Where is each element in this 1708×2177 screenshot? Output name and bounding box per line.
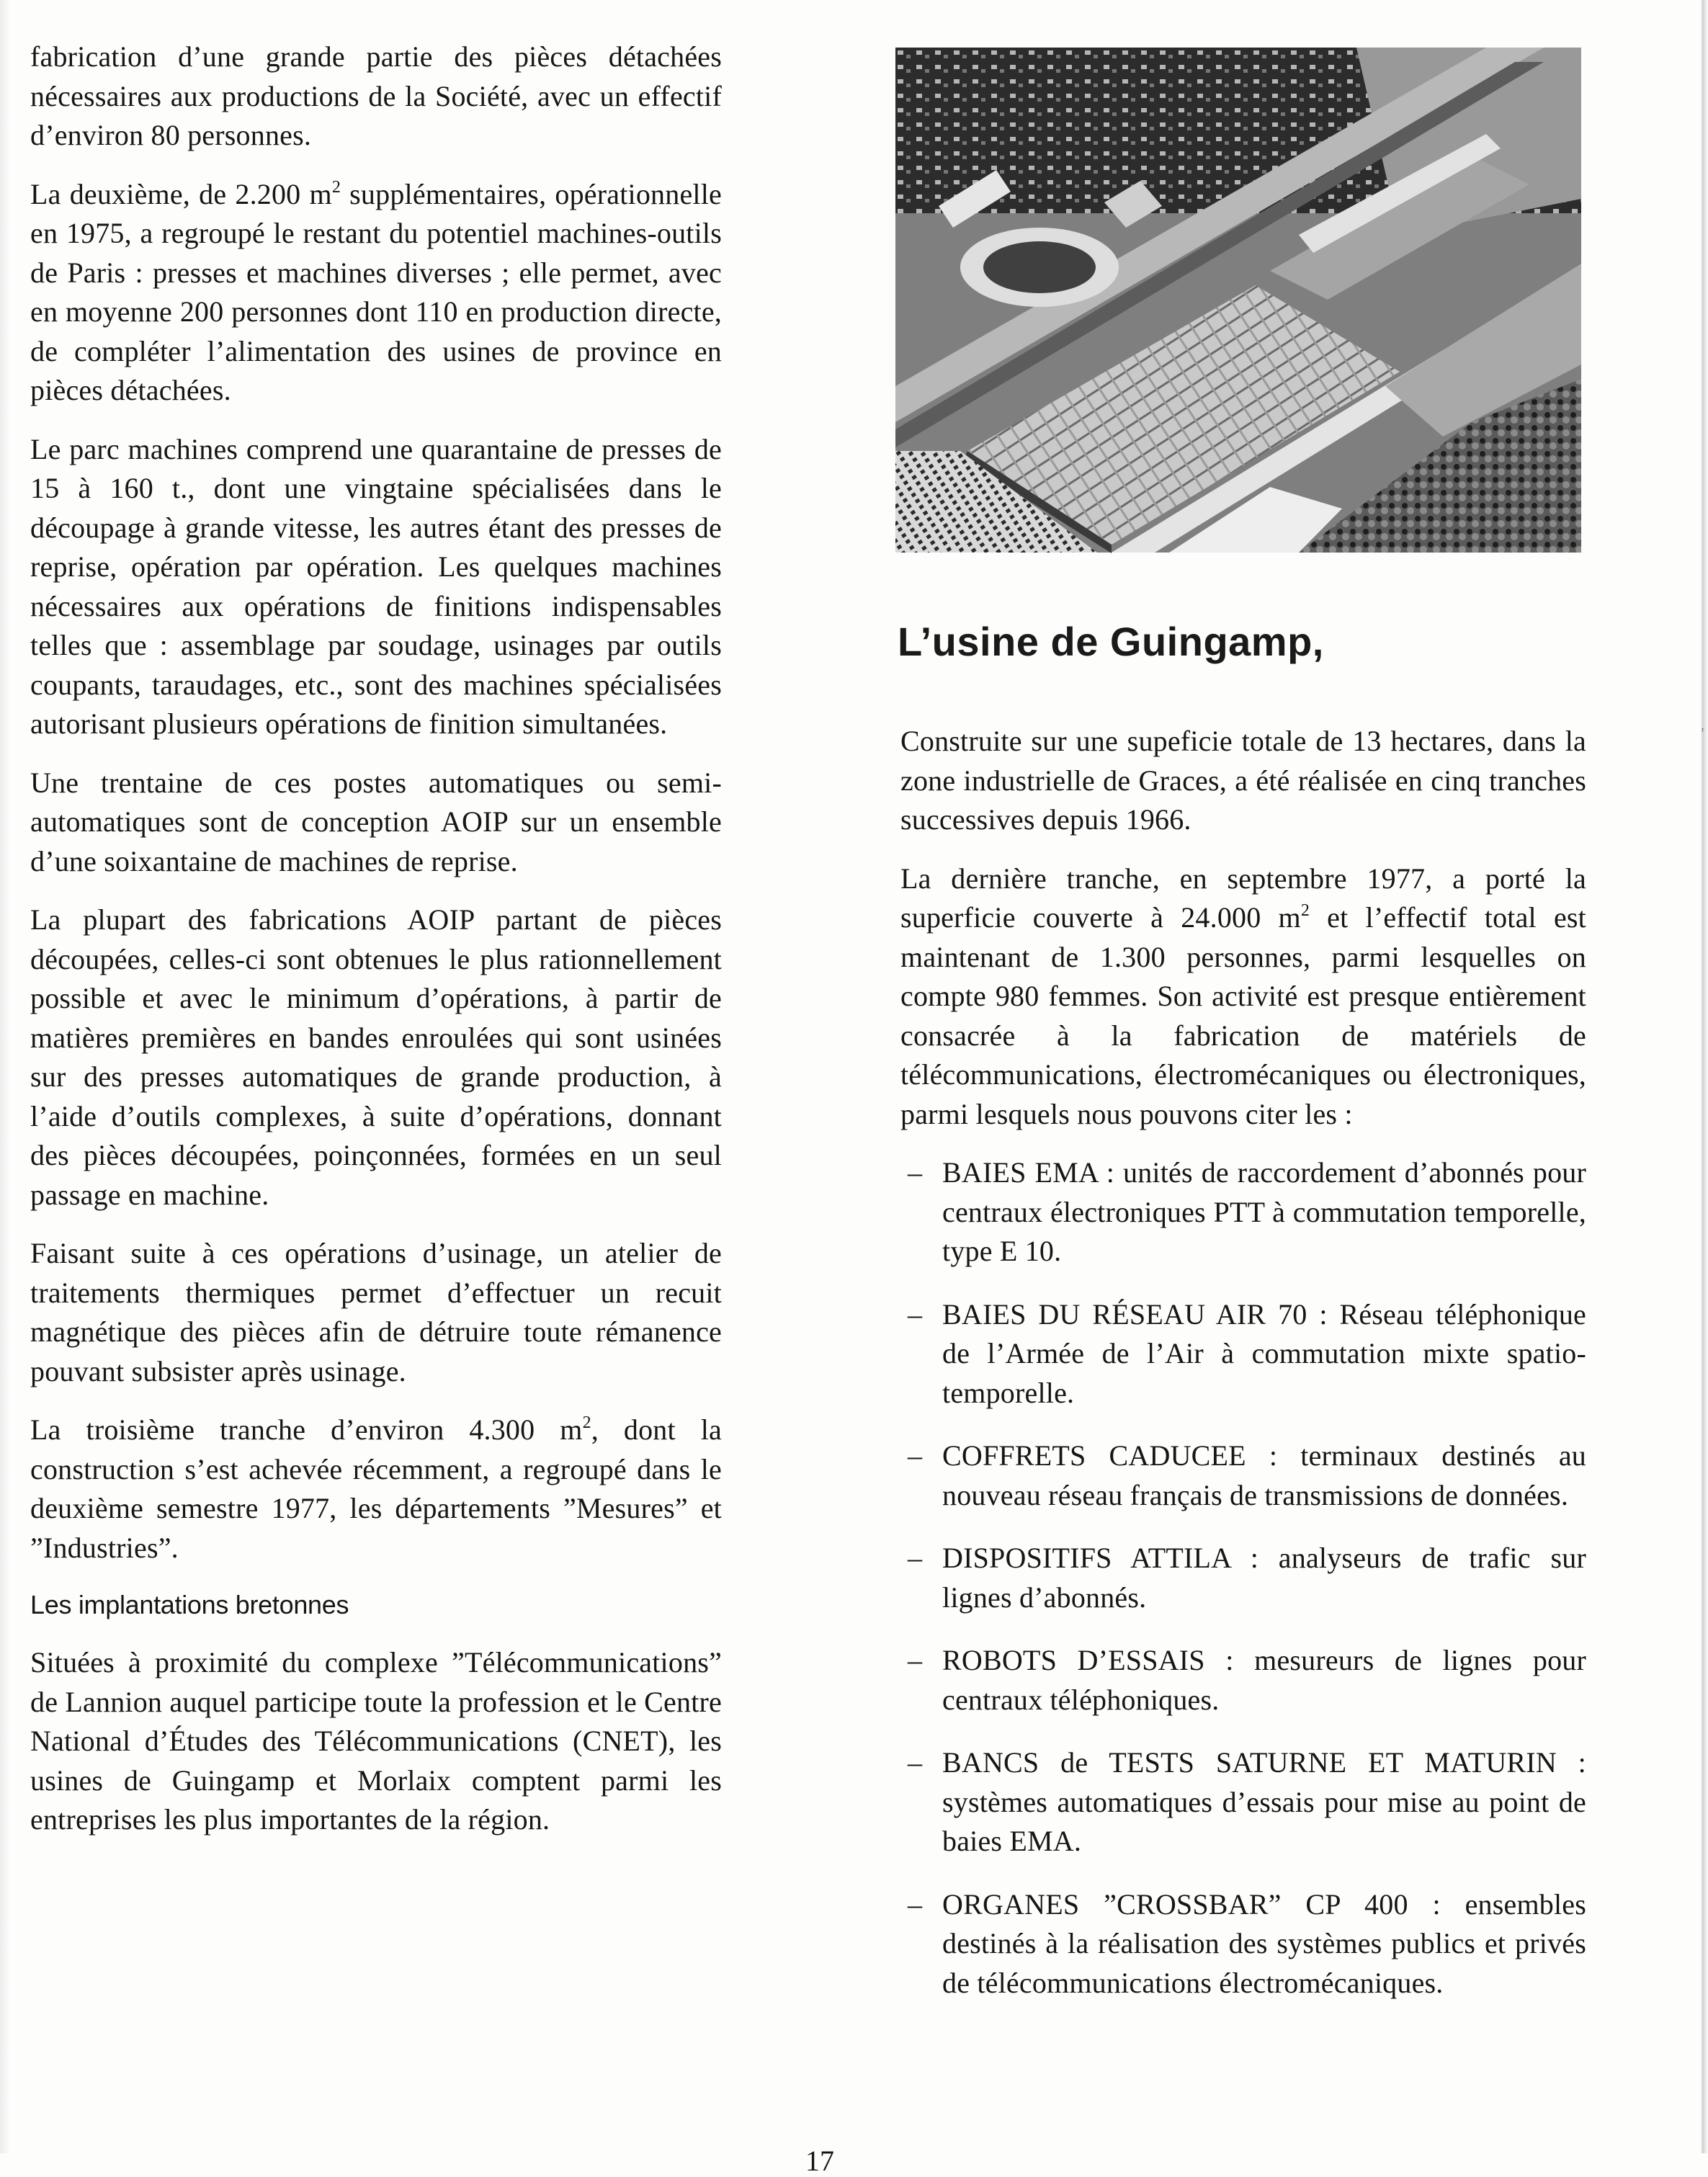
product-name: ROBOTS D’ESSAIS: [942, 1644, 1205, 1676]
paragraph: fabrication d’une grande partie des pièces détachées nécessaires aux productions de la Société, avec un effectif d’environ 80 personnes.: [30, 40, 722, 151]
product-description: : mesureurs de lignes pour centraux téléphoniques.: [942, 1644, 1586, 1716]
product-description: : analyseurs de trafic sur lignes d’abonnés.: [942, 1542, 1586, 1614]
product-name: DISPOSITIFS ATTILA: [942, 1542, 1231, 1574]
page-number: 17: [805, 2145, 834, 2177]
product-item: [900, 1743, 1586, 1861]
product-description: : Réseau téléphonique de l’Armée de l’Air à commutation mixte spatio-temporelle.: [942, 1297, 1586, 1409]
product-item: [900, 1641, 1586, 1720]
right-column: [900, 722, 1586, 2026]
paragraph: Situées à proximité du complexe ”Télécommunications” de Lannion auquel participe toute la profession et le Centre National d’Études des Télécommunications (CNET), les usines de Guingamp et Morlaix comptent parmi les entreprises les plus importantes de la région.: [30, 1646, 722, 1836]
paragraph: La plupart des fabrications AOIP partant de pièces découpées, celles-ci sont obtenues le plus rationnellement possible et avec le minimum d’opérations, à partir de matières premières en bandes enroulées qui sont usinées sur des presses automatiques de grande production, à l’aide d’outils complexes, à suite d’opérations, donnant des pièces découpées, poinçonnées, formées en un seul passage en machine.: [30, 903, 722, 1211]
product-description: : unités de raccordement d’abonnés pour centraux électroniques PTT à commutation temporelle, type E 10.: [942, 1156, 1587, 1267]
product-name: BAIES EMA: [942, 1156, 1098, 1189]
product-name: BANCS de TESTS SATURNE ET MATURIN: [942, 1746, 1557, 1779]
paragraph: La deuxième, de 2.200 $m^2$ supplémentaires, opérationnelle en 1975, a regroupé le restant du potentiel machines-outils de Paris : presses et machines diverses ; elle permet, avec en moyenne 200 personnes dont 110 en production directe, de compléter l’alimentation des usines de province en pièces détachées.: [30, 177, 722, 406]
paragraph: Le parc machines comprend une quarantaine de presses de 15 à 160 t., dont une vingtaine spécialisées dans le découpage à grande vitesse, les autres étant des presses de reprise, opération par opération. Les quelques machines nécessaires aux opérations de finitions indispensables telles que : assemblage par soudage, usinages par outils coupants, taraudages, etc., sont des machines spécialisées autorisant plusieurs opérations de finition simultanées.: [30, 432, 722, 740]
photo-illustration: [895, 48, 1581, 553]
product-description: : systèmes automatiques d’essais pour mise au point de baies EMA.: [942, 1746, 1586, 1857]
page-shadow: [0, 0, 10, 2153]
product-item: [900, 1153, 1586, 1271]
paragraph: La troisième tranche d’environ 4.300 $m^2$, dont la construction s’est achevée récemment, a regroupé dans le deuxième semestre 1977, les départements ”Mesures” et ”Industries”.: [30, 1413, 723, 1564]
product-name: ORGANES ”CROSSBAR” CP 400: [942, 1887, 1408, 1921]
product-item: [900, 1295, 1586, 1413]
product-name: BAIES DU RÉSEAU AIR 70: [942, 1297, 1307, 1331]
product-description: : ensembles destinés à la réalisation des systèmes publics et privés de télécommunications électromécaniques.: [942, 1887, 1587, 1999]
product-item: [900, 1539, 1586, 1617]
section-subheading: Les implantations bretonnes: [30, 1590, 349, 1619]
product-list: [900, 1153, 1586, 2003]
section-heading: L’usine de Guingamp,: [898, 619, 1324, 664]
factory-aerial-photo: [895, 48, 1581, 553]
edge-mark: ʳ: [1702, 725, 1704, 738]
product-name: COFFRETS CADUCEE: [942, 1439, 1246, 1472]
paragraph: Une trentaine de ces postes automatiques ou semi-automatiques sont de conception AOIP sur un ensemble d’une soixantaine de machines de reprise.: [30, 766, 722, 877]
left-column: [30, 37, 722, 1859]
paragraph: Faisant suite à ces opérations d’usinage, un atelier de traitements thermiques permet d’effectuer un recuit magnétique des pièces afin de détruire toute rémanence pouvant subsister après usinage.: [30, 1237, 722, 1387]
paragraph: Construite sur une supeficie totale de 13 hectares, dans la zone industrielle de Graces, a été réalisée en cinq tranches successives depuis 1966.: [900, 725, 1586, 836]
product-item: [900, 1885, 1586, 2003]
product-item: [900, 1436, 1586, 1515]
page-edge: [1701, 0, 1708, 2153]
paragraph: La dernière tranche, en septembre 1977, a porté la superficie couverte à 24.000 $m^2$ et l’effectif total est maintenant de 1.300 personnes, parmi lesquelles on compte 980 femmes. Son activité est presque entièrement consacrée à la fabrication de matériels de télécommunications, électromécaniques ou électroniques, parmi lesquels nous pouvons citer les :: [900, 862, 1586, 1130]
product-description: : terminaux destinés au nouveau réseau français de transmissions de données.: [942, 1439, 1586, 1511]
